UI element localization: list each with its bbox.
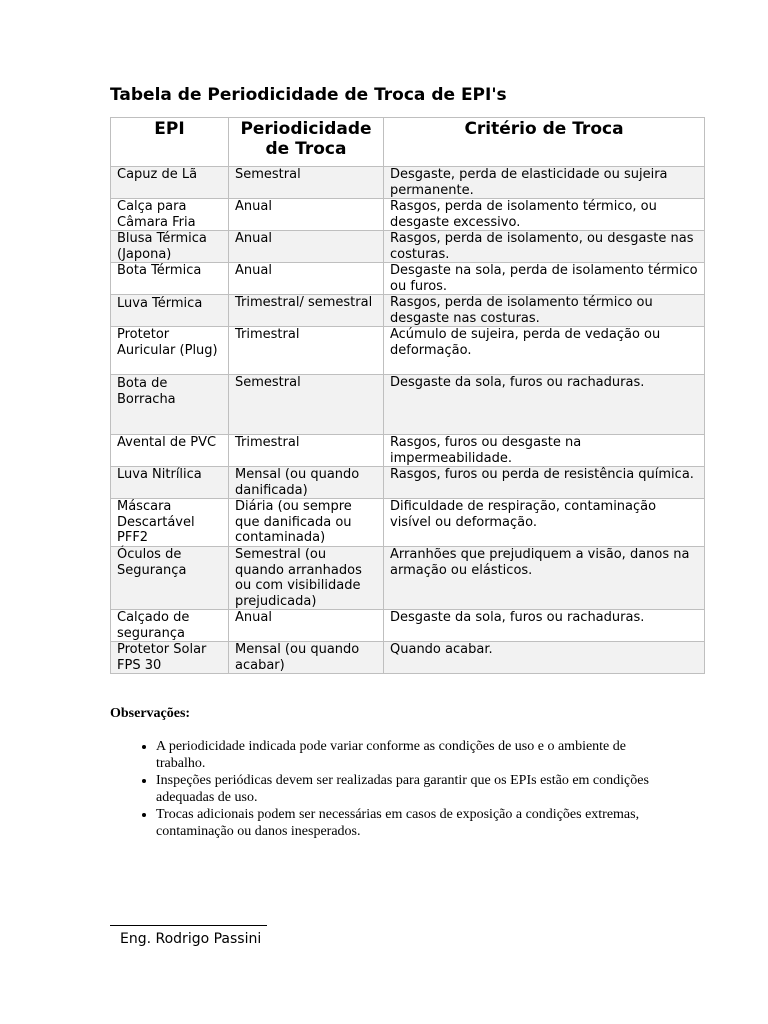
cell-periodicidade: Trimestral <box>229 327 384 375</box>
cell-periodicidade: Trimestral <box>229 435 384 467</box>
signature-line <box>110 925 267 926</box>
cell-criterio: Quando acabar. <box>384 642 705 674</box>
table-row <box>111 547 705 610</box>
cell-epi: Luva Nitrílica <box>111 467 229 499</box>
cell-periodicidade: Mensal (ou quando danificada) <box>229 467 384 499</box>
cell-periodicidade: Diária (ou sempre que danificada ou contaminada) <box>229 499 384 547</box>
cell-periodicidade: Anual <box>229 199 384 231</box>
cell-criterio: Rasgos, perda de isolamento, ou desgaste nas costuras. <box>384 231 705 263</box>
cell-periodicidade: Anual <box>229 610 384 642</box>
table-row <box>111 327 705 375</box>
table-row <box>111 375 705 435</box>
page-title: Tabela de Periodicidade de Troca de EPI's <box>110 85 507 105</box>
observations-list <box>110 738 670 840</box>
signature-name: Eng. Rodrigo Passini <box>120 931 262 947</box>
cell-criterio: Rasgos, perda de isolamento térmico ou desgaste nas costuras. <box>384 295 705 327</box>
cell-epi: Capuz de Lã <box>111 167 229 199</box>
cell-periodicidade: Semestral (ou quando arranhados ou com visibilidade prejudicada) <box>229 547 384 610</box>
cell-periodicidade: Trimestral/ semestral <box>229 295 384 327</box>
observation-item: • A periodicidade indicada pode variar conforme as condições de uso e o ambiente de trabalho. <box>156 738 670 772</box>
cell-criterio: Desgaste na sola, perda de isolamento térmico ou furos. <box>384 263 705 295</box>
observations-title: Observações: <box>110 706 191 721</box>
table-row <box>111 435 705 467</box>
cell-criterio: Desgaste da sola, furos ou rachaduras. <box>384 610 705 642</box>
cell-epi: Bota de Borracha <box>111 375 229 435</box>
table-row <box>111 167 705 199</box>
table-row <box>111 263 705 295</box>
header-criterio: Critério de Troca <box>384 118 705 167</box>
table-row <box>111 467 705 499</box>
cell-epi: Bota Térmica <box>111 263 229 295</box>
cell-criterio: Rasgos, furos ou desgaste na impermeabilidade. <box>384 435 705 467</box>
cell-criterio: Acúmulo de sujeira, perda de vedação ou deformação. <box>384 327 705 375</box>
observation-item: • Inspeções periódicas devem ser realizadas para garantir que os EPIs estão em condições adequadas de uso. <box>156 772 670 806</box>
cell-periodicidade: Semestral <box>229 167 384 199</box>
table-row <box>111 295 705 327</box>
table-header-row <box>111 118 705 167</box>
cell-epi: Protetor Solar FPS 30 <box>111 642 229 674</box>
cell-periodicidade: Anual <box>229 231 384 263</box>
cell-periodicidade: Semestral <box>229 375 384 435</box>
cell-criterio: Desgaste da sola, furos ou rachaduras. <box>384 375 705 435</box>
cell-periodicidade: Anual <box>229 263 384 295</box>
cell-criterio: Desgaste, perda de elasticidade ou sujeira permanente. <box>384 167 705 199</box>
cell-epi: Máscara Descartável PFF2 <box>111 499 229 547</box>
epi-table <box>110 117 705 674</box>
table-row <box>111 231 705 263</box>
cell-criterio: Rasgos, perda de isolamento térmico, ou desgaste excessivo. <box>384 199 705 231</box>
table-row <box>111 499 705 547</box>
cell-epi: Blusa Térmica (Japona) <box>111 231 229 263</box>
table-row <box>111 199 705 231</box>
observation-item: • Trocas adicionais podem ser necessárias em casos de exposição a condições extremas, contaminação ou danos inesperados. <box>156 806 670 840</box>
header-periodicidade: Periodicidade de Troca <box>229 118 384 167</box>
cell-epi: Óculos de Segurança <box>111 547 229 610</box>
cell-epi: Luva Térmica <box>111 295 229 327</box>
cell-epi: Calça para Câmara Fria <box>111 199 229 231</box>
cell-criterio: Rasgos, furos ou perda de resistência química. <box>384 467 705 499</box>
cell-periodicidade: Mensal (ou quando acabar) <box>229 642 384 674</box>
cell-epi: Avental de PVC <box>111 435 229 467</box>
cell-criterio: Arranhões que prejudiquem a visão, danos na armação ou elásticos. <box>384 547 705 610</box>
header-epi: EPI <box>111 118 229 167</box>
table-row <box>111 610 705 642</box>
cell-criterio: Dificuldade de respiração, contaminação visível ou deformação. <box>384 499 705 547</box>
table-row <box>111 642 705 674</box>
cell-epi: Calçado de segurança <box>111 610 229 642</box>
cell-epi: Protetor Auricular (Plug) <box>111 327 229 375</box>
